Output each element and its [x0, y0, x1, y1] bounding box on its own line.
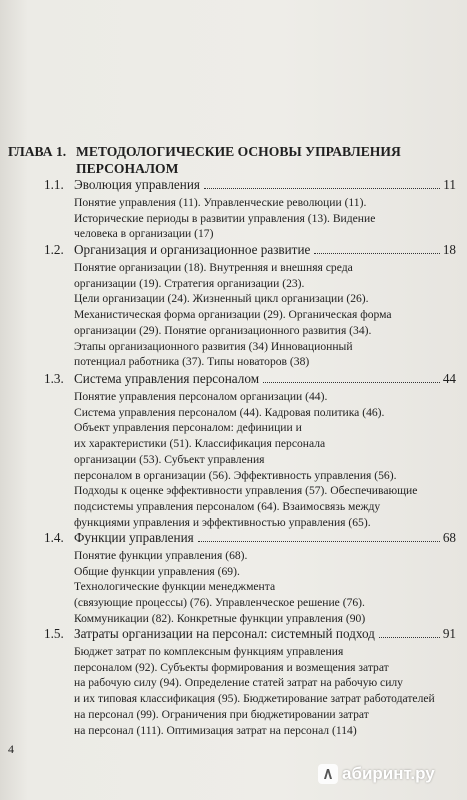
section-topics	[74, 548, 456, 627]
dot-leader	[204, 187, 440, 189]
dot-leader	[263, 381, 440, 383]
topic-line: персоналом (92). Субъекты формирования и возмещения затрат	[74, 660, 389, 674]
page-number: 4	[8, 742, 14, 756]
topic-line: Понятие управления персоналом организации (44).	[74, 390, 328, 403]
topic-line: человека в организации (17)	[74, 227, 214, 241]
topic-line: подсистемы управления персоналом (64). Взаимосвязь между	[74, 499, 381, 513]
topic-line: на персонал (111). Оптимизация затрат на персонал (114)	[74, 723, 357, 737]
topic-line: Бюджет затрат по комплексным функциям управления	[74, 645, 344, 658]
toc-section-1-5	[44, 625, 456, 738]
section-title: Система управления персоналом	[74, 371, 260, 386]
topic-line: Понятие функции управления (68).	[74, 549, 248, 562]
topic-line: Технологические функции менеджмента	[74, 580, 276, 594]
section-heading	[44, 176, 456, 193]
topic-line: Объект управления персоналом: дефиниции и	[74, 421, 302, 435]
topic-line: Общие функции управления (69).	[74, 564, 240, 578]
section-topics	[74, 389, 456, 530]
topic-line: Этапы организационного развития (34) Инновационный	[74, 339, 353, 353]
section-number: 1.4.	[44, 530, 64, 545]
topic-line: организации (19). Стратегия организации (23).	[74, 276, 305, 290]
topic-line: Коммуникации (82). Конкретные функции управления (90)	[74, 611, 366, 625]
watermark	[318, 764, 435, 784]
dot-leader	[198, 540, 440, 542]
section-page: 68	[442, 530, 456, 545]
section-number: 1.1.	[44, 177, 64, 192]
topic-line: на рабочую силу (94). Определение статей затрат на рабочую силу	[74, 676, 403, 690]
section-title: Эволюция управления	[74, 177, 200, 192]
section-topics	[74, 644, 456, 738]
section-page: 44	[442, 371, 456, 386]
topic-line: Система управления персоналом (44). Кадровая политика (46).	[74, 405, 385, 419]
topic-line: и их типовая классификация (95). Бюджетирование затрат работодателей	[74, 692, 435, 706]
section-topics	[74, 260, 456, 370]
toc-section-1-2	[44, 241, 456, 370]
topic-line: их характеристики (51). Классификация персонала	[74, 437, 326, 451]
section-page: 18	[442, 242, 456, 257]
topic-line: персоналом в организации (56). Эффективность управления (56).	[74, 468, 397, 482]
topic-line: потенциал работника (37). Типы новаторов (38)	[74, 355, 310, 369]
section-topics	[74, 195, 456, 242]
topic-line: (связующие процессы) (76). Управленческое решение (76).	[74, 596, 365, 610]
topic-line: Понятие организации (18). Внутренняя и внешняя среда	[74, 261, 353, 274]
topic-line: Исторические периоды в развитии управления (13). Видение	[74, 211, 376, 225]
dot-leader	[379, 636, 440, 638]
section-title: Организация и организационное развитие	[74, 242, 311, 257]
topic-line: организации (53). Субъект управления	[74, 452, 265, 466]
section-number: 1.5.	[44, 626, 64, 641]
section-number: 1.3.	[44, 371, 64, 386]
dot-leader	[314, 252, 439, 254]
section-heading	[44, 370, 456, 387]
labirint-logo-icon	[318, 764, 338, 784]
topic-line: Цели организации (24). Жизненный цикл организации (26).	[74, 292, 369, 306]
watermark-text: абиринт.ру	[342, 764, 435, 783]
section-title: Затраты организации на персонал: системный подход	[74, 626, 375, 641]
toc-section-1-4	[44, 529, 456, 627]
section-title: Функции управления	[74, 530, 194, 545]
topic-line: организации (29). Понятие организационного развития (34).	[74, 323, 372, 337]
toc-section-1-1	[44, 176, 456, 242]
topic-line: Механистическая форма организации (29). Органическая форма	[74, 308, 392, 322]
chapter-heading	[8, 143, 448, 177]
section-heading	[44, 625, 456, 642]
section-page: 91	[442, 626, 456, 641]
topic-line: на персонал (99). Ограничения при бюджетировании затрат	[74, 707, 369, 721]
section-page: 11	[443, 177, 456, 192]
toc-section-1-3	[44, 370, 456, 530]
chapter-title: МЕТОДОЛОГИЧЕСКИЕ ОСНОВЫ УПРАВЛЕНИЯ ПЕРСОНАЛОМ	[76, 144, 401, 176]
section-number: 1.2.	[44, 242, 64, 257]
topic-line: функциями управления и эффективностью управления (65).	[74, 515, 371, 529]
topic-line: Подходы к оценке эффективности управления (57). Обеспечивающие	[74, 484, 418, 498]
chapter-label: ГЛАВА 1.	[8, 144, 67, 159]
section-heading	[44, 529, 456, 546]
section-heading	[44, 241, 456, 258]
topic-line: Понятие управления (11). Управленческие революции (11).	[74, 196, 367, 209]
